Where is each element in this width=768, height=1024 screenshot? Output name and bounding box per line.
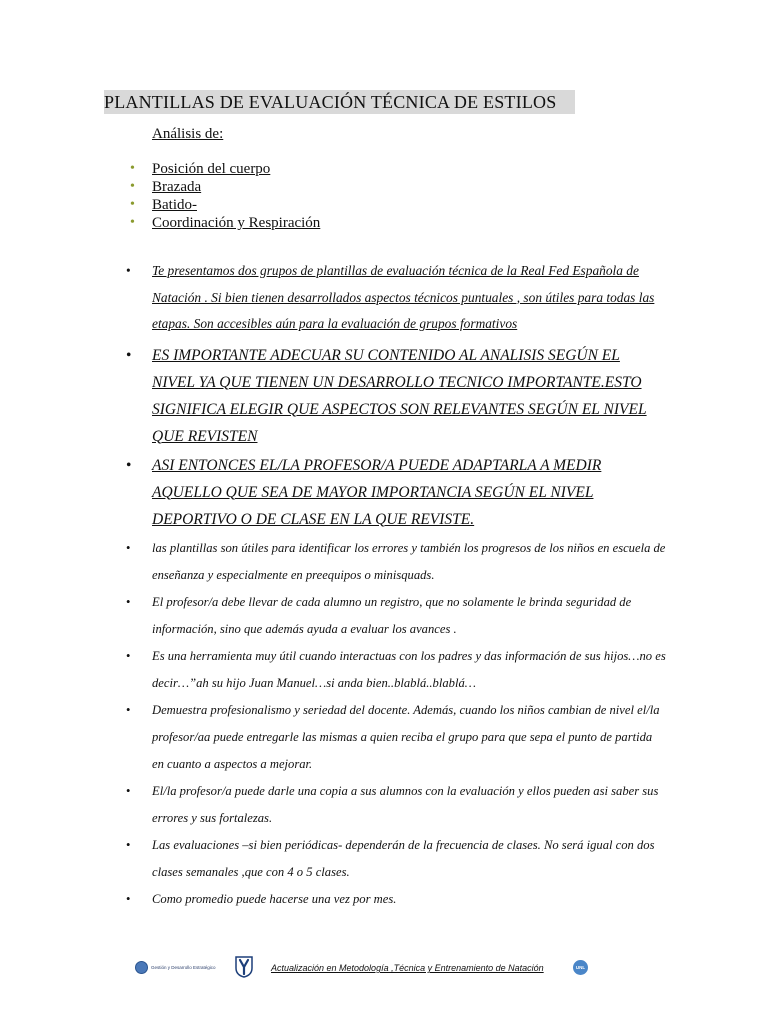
unl-logo-icon: UNL xyxy=(573,960,588,975)
bullet-dot-icon: • xyxy=(126,648,131,663)
note-text: ASI ENTONCES EL/LA PROFESOR/A PUEDE ADAPTARLA A MEDIR AQUELLO QUE SEA DE MAYOR IMPORTANCIA SEGÚN EL NIVEL DEPORTIVO O DE CLASE EN LA QUE REVISTE. xyxy=(152,456,602,528)
bullet-dot-icon: • xyxy=(126,702,131,717)
notes-list xyxy=(126,258,666,913)
note-text: Demuestra profesionalismo y seriedad del docente. Además, cuando los niños cambian de nivel el/la profesor/aa puede entregarle las mismas a quien reciba el grupo para que sepa el punto de partida en cuanto a aspectos a mejorar. xyxy=(152,702,660,771)
note-item xyxy=(126,832,666,886)
note-text: Te presentamos dos grupos de plantillas de evaluación técnica de la Real Fed Española de Natación . Si bien tienen desarrollados aspectos técnicos puntuales , son útiles para todas las etapas. Son accesibles aún para la evaluación de grupos formativos xyxy=(152,263,655,331)
bullet-dot-icon: • xyxy=(130,161,135,176)
topic-text: Batido- xyxy=(152,197,197,213)
globe-logo-icon xyxy=(135,961,216,974)
note-text: las plantillas son útiles para identificar los errores y también los progresos de los niños en escuela de enseñanza y especialmente en preequipos o minisquads. xyxy=(152,540,666,582)
bullet-dot-icon: • xyxy=(126,891,131,906)
page-footer xyxy=(132,956,602,984)
note-text: ES IMPORTANTE ADECUAR SU CONTENIDO AL ANALISIS SEGÚN EL NIVEL YA QUE TIENEN UN DESARROLLO TECNICO IMPORTANTE.ESTO SIGNIFICA ELEGIR QUE ASPECTOS SON RELEVANTES SEGÚN EL NIVEL QUE REVISTEN xyxy=(152,346,647,445)
note-item xyxy=(126,778,666,832)
note-item xyxy=(126,697,666,778)
bullet-dot-icon: • xyxy=(126,594,131,609)
note-text: Como promedio puede hacerse una vez por mes. xyxy=(152,891,397,906)
topic-text: Posición del cuerpo xyxy=(152,161,271,177)
analysis-label: Análisis de: xyxy=(152,126,224,142)
topic-text: Coordinación y Respiración xyxy=(152,215,321,231)
y-shield-logo-icon xyxy=(234,956,254,978)
note-item xyxy=(126,589,666,643)
globe-icon xyxy=(135,961,148,974)
footer-course-title: Actualización en Metodología ,Técnica y Entrenamiento de Natación xyxy=(271,963,544,973)
note-item xyxy=(126,452,666,533)
topic-list xyxy=(128,160,320,232)
bullet-dot-icon: • xyxy=(126,540,131,555)
bullet-dot-icon: • xyxy=(130,215,135,230)
bullet-dot-icon: • xyxy=(130,179,135,194)
note-item xyxy=(126,258,666,338)
note-item xyxy=(126,342,666,450)
topic-item xyxy=(128,160,320,178)
topic-item xyxy=(128,196,320,214)
note-text: El profesor/a debe llevar de cada alumno un registro, que no solamente le brinda seguridad de información, sino que además ayuda a evaluar los avances . xyxy=(152,594,632,636)
note-item xyxy=(126,643,666,697)
page-title: PLANTILLAS DE EVALUACIÓN TÉCNICA DE ESTILOS xyxy=(104,90,575,114)
topic-item xyxy=(128,178,320,196)
note-text: Es una herramienta muy útil cuando interactuas con los padres y das información de sus hijos…no es decir…”ah su hijo Juan Manuel…si anda bien..blablá..blablá… xyxy=(152,648,666,690)
bullet-dot-icon: • xyxy=(130,197,135,212)
bullet-dot-icon: • xyxy=(126,263,131,278)
note-item xyxy=(126,535,666,589)
note-item xyxy=(126,886,666,913)
bullet-dot-icon: • xyxy=(126,783,131,798)
bullet-dot-icon: • xyxy=(126,346,132,364)
bullet-dot-icon: • xyxy=(126,456,132,474)
note-text: Las evaluaciones –si bien periódicas- dependerán de la frecuencia de clases. No será igual con dos clases semanales ,que con 4 o 5 clases. xyxy=(152,837,655,879)
topic-item xyxy=(128,214,320,232)
footer-left-logo-text: Gestión y Desarrollo Estratégico xyxy=(151,965,216,970)
note-text: El/la profesor/a puede darle una copia a sus alumnos con la evaluación y ellos pueden asi saber sus errores y sus fortalezas. xyxy=(152,783,659,825)
bullet-dot-icon: • xyxy=(126,837,131,852)
topic-text: Brazada xyxy=(152,179,202,195)
